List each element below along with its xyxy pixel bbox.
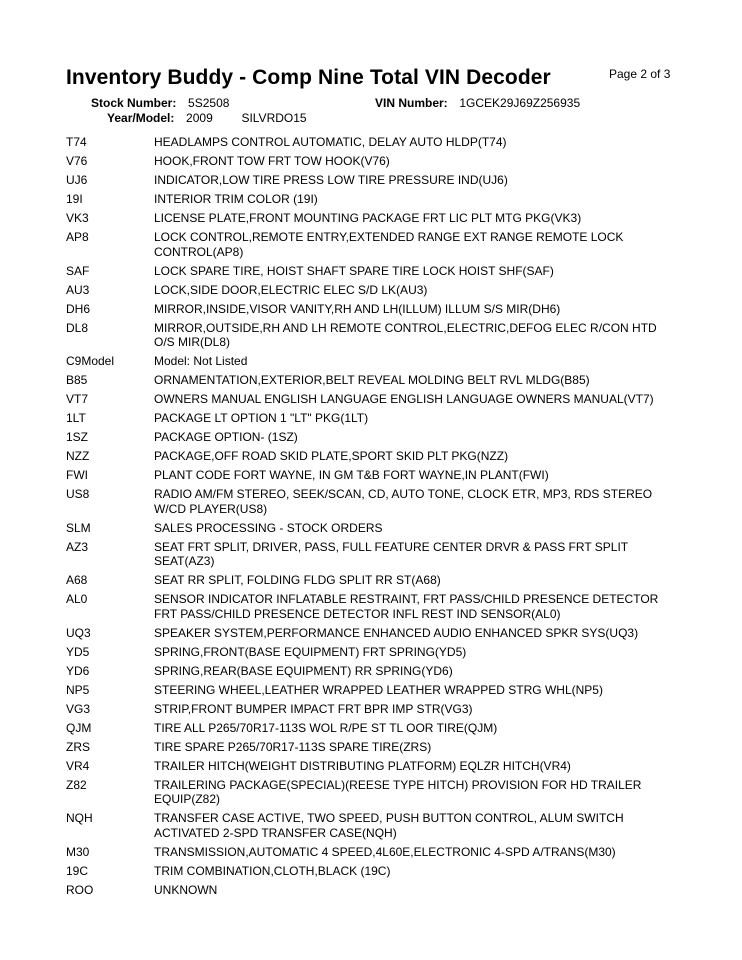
option-code: T74: [66, 135, 87, 149]
option-row: [66, 645, 676, 660]
option-code: YD6: [66, 663, 90, 678]
option-row: [66, 883, 676, 898]
option-description: INDICATOR,LOW TIRE PRESS LOW TIRE PRESSURE IND(UJ6): [154, 173, 508, 187]
option-code: UJ6: [66, 173, 88, 187]
option-row: [66, 740, 676, 755]
vin-number-field: [375, 96, 580, 110]
option-row: [66, 721, 676, 736]
option-code: ZRS: [66, 739, 90, 754]
option-description: STEERING WHEEL,LEATHER WRAPPED LEATHER WRAPPED STRG WHL(NP5): [154, 682, 603, 697]
option-description: PACKAGE,OFF ROAD SKID PLATE,SPORT SKID PLT PKG(NZZ): [154, 449, 509, 463]
option-row: [66, 592, 676, 621]
option-row: [66, 540, 676, 569]
option-code: DH6: [66, 301, 91, 316]
option-code: 1LT: [66, 411, 86, 425]
option-code: NQH: [66, 811, 93, 825]
option-row: [66, 373, 676, 388]
option-row: [66, 154, 676, 169]
option-row: [66, 135, 676, 150]
option-row: [66, 283, 676, 298]
stock-number-value: 5S2508: [188, 96, 230, 110]
option-code: VK3: [66, 211, 89, 225]
option-description: TRAILER HITCH(WEIGHT DISTRIBUTING PLATFORM) EQLZR HITCH(VR4): [154, 758, 571, 773]
option-row: [66, 411, 676, 426]
option-row: [66, 468, 676, 483]
year-model-field: [107, 111, 307, 125]
option-code: V76: [66, 154, 88, 168]
option-code: QJM: [66, 720, 92, 735]
vin-number-value: 1GCEK29J69Z256935: [459, 96, 581, 110]
option-code: SLM: [66, 520, 91, 535]
option-code: NP5: [66, 682, 90, 697]
option-description: SENSOR INDICATOR INFLATABLE RESTRAINT, FRT PASS/CHILD PRESENCE DETECTOR FRT PASS/CHILD PRESENCE DETECTOR INFL REST IND SENSOR(AL0): [154, 592, 659, 621]
option-description: RADIO AM/FM STEREO, SEEK/SCAN, CD, AUTO TONE, CLOCK ETR, MP3, RDS STEREO W/CD PLAYER(US8): [154, 487, 653, 516]
page-number: Page 2 of 3: [609, 67, 671, 81]
option-code: 1SZ: [66, 430, 89, 444]
option-row: [66, 811, 676, 840]
vin-number-label: VIN Number:: [375, 96, 448, 110]
option-code: C9Model: [66, 354, 115, 368]
option-description: SEAT RR SPLIT, FOLDING FLDG SPLIT RR ST(A68): [154, 573, 441, 587]
option-row: [66, 573, 676, 588]
option-code: AL0: [66, 592, 88, 606]
option-description: TRANSFER CASE ACTIVE, TWO SPEED, PUSH BUTTON CONTROL, ALUM SWITCH ACTIVATED 2-SPD TRANSFER CASE(NQH): [154, 811, 624, 840]
option-row: [66, 264, 676, 279]
option-row: [66, 778, 676, 807]
option-row: [66, 430, 676, 445]
option-code: FWI: [66, 468, 88, 482]
option-description: LOCK,SIDE DOOR,ELECTRIC ELEC S/D LK(AU3): [154, 282, 428, 297]
option-code: Z82: [66, 777, 87, 792]
option-row: [66, 683, 676, 698]
option-row: [66, 321, 676, 350]
option-row: [66, 845, 676, 860]
option-description: INTERIOR TRIM COLOR (19I): [154, 192, 318, 206]
option-description: TIRE ALL P265/70R17-113S WOL R/PE ST TL OOR TIRE(QJM): [154, 720, 498, 735]
year-model-label: Year/Model:: [107, 111, 175, 125]
option-description: SPRING,REAR(BASE EQUIPMENT) RR SPRING(YD6): [154, 663, 453, 678]
option-code: VG3: [66, 701, 91, 716]
option-row: [66, 392, 676, 407]
option-row: [66, 702, 676, 717]
option-row: [66, 664, 676, 679]
option-description: TIRE SPARE P265/70R17-113S SPARE TIRE(ZRS): [154, 739, 432, 754]
option-description: SPEAKER SYSTEM,PERFORMANCE ENHANCED AUDIO ENHANCED SPKR SYS(UQ3): [154, 625, 639, 640]
option-description: UNKNOWN: [154, 882, 218, 897]
option-code: SAF: [66, 263, 90, 278]
option-description: STRIP,FRONT BUMPER IMPACT FRT BPR IMP STR(VG3): [154, 701, 473, 716]
option-code: US8: [66, 487, 90, 501]
option-description: TRANSMISSION,AUTOMATIC 4 SPEED,4L60E,ELECTRONIC 4-SPD A/TRANS(M30): [154, 844, 616, 859]
page-title: Inventory Buddy - Comp Nine Total VIN Decoder: [66, 66, 551, 89]
option-description: MIRROR,INSIDE,VISOR VANITY,RH AND LH(ILLUM) ILLUM S/S MIR(DH6): [154, 301, 561, 316]
stock-number-field: [91, 96, 229, 110]
option-code: 19C: [66, 863, 89, 878]
option-code: B85: [66, 373, 88, 387]
option-code: VR4: [66, 758, 90, 773]
option-code-list: [66, 135, 676, 902]
option-description: LICENSE PLATE,FRONT MOUNTING PACKAGE FRT LIC PLT MTG PKG(VK3): [154, 211, 582, 225]
option-description: LOCK SPARE TIRE, HOIST SHAFT SPARE TIRE LOCK HOIST SHF(SAF): [154, 263, 554, 278]
option-row: [66, 864, 676, 879]
option-code: AU3: [66, 282, 90, 297]
option-description: HEADLAMPS CONTROL AUTOMATIC, DELAY AUTO HLDP(T74): [154, 135, 507, 149]
option-code: DL8: [66, 320, 89, 335]
option-description: MIRROR,OUTSIDE,RH AND LH REMOTE CONTROL,ELECTRIC,DEFOG ELEC R/CON HTD O/S MIR(DL8): [154, 320, 657, 349]
option-code: M30: [66, 844, 90, 859]
option-row: [66, 354, 676, 369]
option-code: VT7: [66, 392, 89, 406]
option-description: SEAT FRT SPLIT, DRIVER, PASS, FULL FEATURE CENTER DRVR & PASS FRT SPLIT SEAT(AZ3): [154, 539, 628, 568]
option-description: OWNERS MANUAL ENGLISH LANGUAGE ENGLISH LANGUAGE OWNERS MANUAL(VT7): [154, 392, 654, 406]
option-code: NZZ: [66, 449, 90, 463]
option-code: A68: [66, 573, 88, 587]
option-code: AP8: [66, 230, 89, 244]
option-description: PACKAGE OPTION- (1SZ): [154, 430, 298, 444]
option-description: SPRING,FRONT(BASE EQUIPMENT) FRT SPRING(YD5): [154, 644, 467, 659]
year-value: 2009: [186, 111, 213, 125]
model-value: SILVRDO15: [241, 111, 307, 125]
option-row: [66, 449, 676, 464]
option-code: YD5: [66, 644, 90, 659]
option-description: ORNAMENTATION,EXTERIOR,BELT REVEAL MOLDING BELT RVL MLDG(B85): [154, 373, 590, 387]
option-description: SALES PROCESSING - STOCK ORDERS: [154, 520, 383, 535]
option-row: [66, 230, 676, 259]
option-row: [66, 759, 676, 774]
option-row: [66, 487, 676, 516]
option-description: PACKAGE LT OPTION 1 "LT" PKG(1LT): [154, 411, 369, 425]
option-description: TRAILERING PACKAGE(SPECIAL)(REESE TYPE HITCH) PROVISION FOR HD TRAILER EQUIP(Z82): [154, 777, 642, 806]
option-description: TRIM COMBINATION,CLOTH,BLACK (19C): [154, 863, 391, 878]
option-description: Model: Not Listed: [154, 354, 248, 368]
option-description: LOCK CONTROL,REMOTE ENTRY,EXTENDED RANGE EXT RANGE REMOTE LOCK CONTROL(AP8): [154, 230, 624, 259]
option-row: [66, 521, 676, 536]
option-code: ROO: [66, 882, 94, 897]
option-code: UQ3: [66, 625, 91, 640]
option-code: AZ3: [66, 539, 89, 554]
option-row: [66, 173, 676, 188]
option-row: [66, 302, 676, 317]
stock-number-label: Stock Number:: [91, 96, 177, 110]
option-code: 19I: [66, 192, 83, 206]
option-row: [66, 211, 676, 226]
option-row: [66, 626, 676, 641]
option-description: PLANT CODE FORT WAYNE, IN GM T&B FORT WAYNE,IN PLANT(FWI): [154, 468, 549, 482]
option-row: [66, 192, 676, 207]
option-description: HOOK,FRONT TOW FRT TOW HOOK(V76): [154, 154, 390, 168]
